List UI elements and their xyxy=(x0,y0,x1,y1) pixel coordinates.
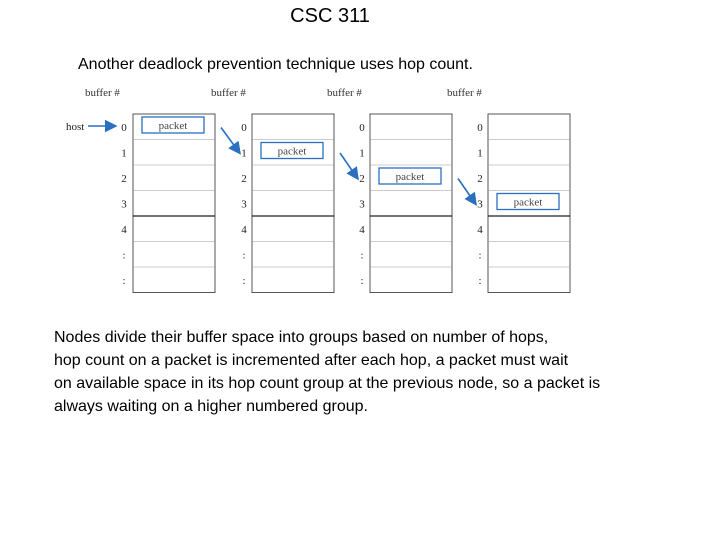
buffer-row-label: 1 xyxy=(359,147,365,160)
buffer-row-label: : xyxy=(478,249,482,262)
buffer-row-label: 4 xyxy=(241,224,247,236)
buffer-row-label: 1 xyxy=(241,147,247,160)
buffer-row-label: 3 xyxy=(121,198,127,211)
slide-subtitle: Another deadlock prevention technique uses hop count. xyxy=(78,56,473,73)
buffer-row-label: : xyxy=(242,275,246,287)
buffer-row-label: : xyxy=(122,275,126,287)
buffer-row-label: 0 xyxy=(359,122,365,134)
hop-arrow xyxy=(340,153,358,179)
buffer-row-label: 2 xyxy=(477,173,483,185)
packet-label: packet xyxy=(513,196,543,209)
node-buffer-box xyxy=(133,114,215,293)
buffer-row-label: 1 xyxy=(121,147,127,160)
node-buffer-box xyxy=(370,114,452,293)
buffer-column-header: buffer # xyxy=(211,87,246,99)
packet-label: packet xyxy=(277,145,307,158)
hop-arrow xyxy=(221,128,240,154)
buffer-row-label: 0 xyxy=(121,122,127,134)
buffer-row-label: : xyxy=(122,249,126,262)
buffer-row-label: 3 xyxy=(477,198,483,211)
buffer-row-label: 3 xyxy=(241,198,247,211)
buffer-row-label: 2 xyxy=(121,173,127,185)
hop-arrow xyxy=(458,179,476,205)
slide-body-text: Nodes divide their buffer space into groups based on number of hops, hop count on a packet is incremented after each hop, a packet must wait on available space in its hop count group at the previous node, so a packet is always waiting on a higher numbered group. xyxy=(54,329,601,415)
host-label: host xyxy=(66,121,85,133)
buffer-row-label: 1 xyxy=(477,147,483,160)
buffer-row-label: : xyxy=(242,249,246,262)
node-buffer-box xyxy=(252,114,334,293)
buffer-row-label: 0 xyxy=(241,122,247,134)
buffer-row-label: : xyxy=(360,249,364,262)
packet-label: packet xyxy=(395,171,425,183)
buffer-column-header: buffer # xyxy=(85,87,120,99)
buffer-column-header: buffer # xyxy=(327,87,362,99)
buffer-column-header: buffer # xyxy=(447,87,482,99)
buffer-row-label: 3 xyxy=(359,198,365,211)
buffer-row-label: 4 xyxy=(121,224,127,236)
packet-label: packet xyxy=(158,120,188,132)
buffer-row-label: 2 xyxy=(359,173,365,185)
buffer-row-label: 0 xyxy=(477,122,483,134)
buffer-row-label: 4 xyxy=(359,224,365,236)
buffer-row-label: 2 xyxy=(241,173,247,185)
buffer-row-label: : xyxy=(360,275,364,287)
buffer-row-label: 4 xyxy=(477,224,483,236)
buffer-row-label: : xyxy=(478,275,482,287)
slide-title: CSC 311 xyxy=(290,5,370,27)
